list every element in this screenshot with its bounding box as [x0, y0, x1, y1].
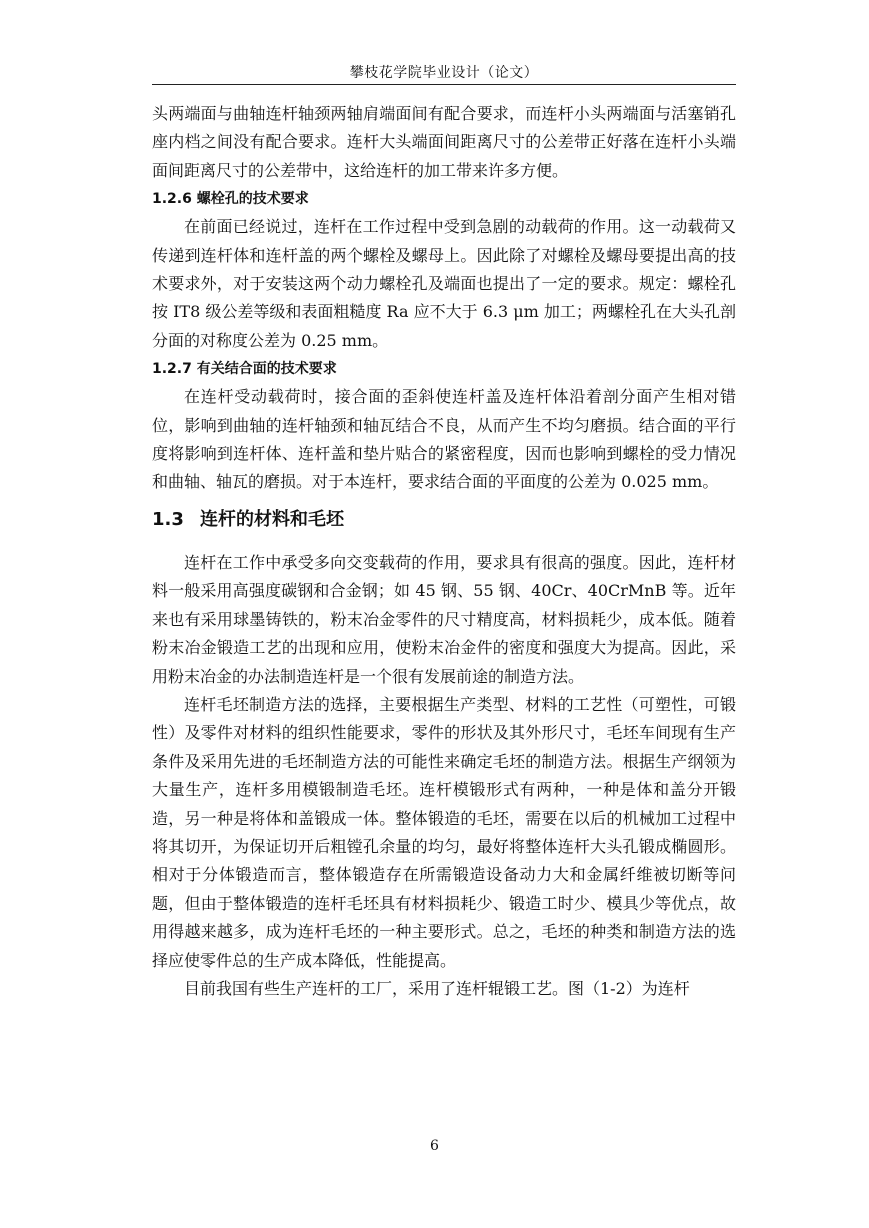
paragraph-material: 连杆在工作中承受多向交变载荷的作用，要求具有很高的强度。因此，连杆材料一般采用高强度碳钢和合金钢；如 45 钢、55 钢、40Cr、40CrMnB 等。近年来也有采用球墨铸铁的，粉末冶金零件的尺寸精度高，材料损耗少，成本低。随着粉末冶金锻造工艺的出现和应用，使粉末冶金件的密度和强度大为提高。因此，采用粉末冶金的办法制造连杆是一个很有发展前途的制造方法。 [152, 552, 736, 686]
section-number: 1.3 [152, 508, 184, 530]
section-title: 连杆的材料和毛坯 [200, 508, 344, 530]
subsection-heading-1-2-6: 1.2.6 螺栓孔的技术要求 [152, 191, 309, 208]
section-heading-1-3 [152, 505, 736, 535]
paragraph-joint-surface: 在连杆受动载荷时，接合面的歪斜使连杆盖及连杆体沿着剖分面产生相对错位，影响到曲轴的连杆轴颈和轴瓦结合不良，从而产生不均匀磨损。结合面的平行度将影响到连杆体、连杆盖和垫片贴合的紧密程度，因而也影响到螺栓的受力情况和曲轴、轴瓦的磨损。对于本连杆，要求结合面的平面度的公差为 0.025 mm。 [152, 387, 736, 492]
page-header: 攀枝花学院毕业设计（论文） [349, 65, 539, 81]
paragraph-blank-method: 连杆毛坯制造方法的选择，主要根据生产类型、材料的工艺性（可塑性，可锻性）及零件对材料的组织性能要求，零件的形状及其外形尺寸，毛坯车间现有生产条件及采用先进的毛坯制造方法的可能性来确定毛坯的制造方法。根据生产纲领为大量生产，连杆多用模锻制造毛坯。连杆模锻形式有两种，一种是体和盖分开锻造，另一种是将体和盖锻成一体。整体锻造的毛坯，需要在以后的机械加工过程中将其切开，为保证切开后粗镗孔余量的均匀，最好将整体连杆大头孔锻成椭圆形。相对于分体锻造而言，整体锻造存在所需锻造设备动力大和金属纤维被切断等问题，但由于整体锻造的连杆毛坯具有材料损耗少、锻造工时少、模具少等优点，故用得越来越多，成为连杆毛坯的一种主要形式。总之，毛坯的种类和制造方法的选择应使零件总的生产成本降低，性能提高。 [152, 694, 736, 970]
page-number: 6 [430, 1138, 439, 1154]
paragraph-continued: 头两端面与曲轴连杆轴颈两轴肩端面间有配合要求，而连杆小头两端面与活塞销孔座内档之间没有配合要求。连杆大头端面间距离尺寸的公差带正好落在连杆小头端面间距离尺寸的公差带中，这给连杆的加工带来许多方便。 [152, 104, 736, 180]
subsection-heading-1-2-7: 1.2.7 有关结合面的技术要求 [152, 361, 337, 378]
paragraph-roll-forging: 目前我国有些生产连杆的工厂，采用了连杆辊锻工艺。图（1-2）为连杆 [184, 978, 690, 998]
paragraph-bolt-hole: 在前面已经说过，连杆在工作过程中受到急剧的动载荷的作用。这一动载荷又传递到连杆体和连杆盖的两个螺栓及螺母上。因此除了对螺栓及螺母要提出高的技术要求外，对于安装这两个动力螺栓孔及端面也提出了一定的要求。规定：螺栓孔按 IT8 级公差等级和表面粗糙度 Ra 应不大于 6.3 μm 加工；两螺栓孔在大头孔剖分面的对称度公差为 0.25 mm。 [152, 217, 736, 350]
page-body [152, 100, 736, 1003]
header-rule [152, 84, 736, 85]
